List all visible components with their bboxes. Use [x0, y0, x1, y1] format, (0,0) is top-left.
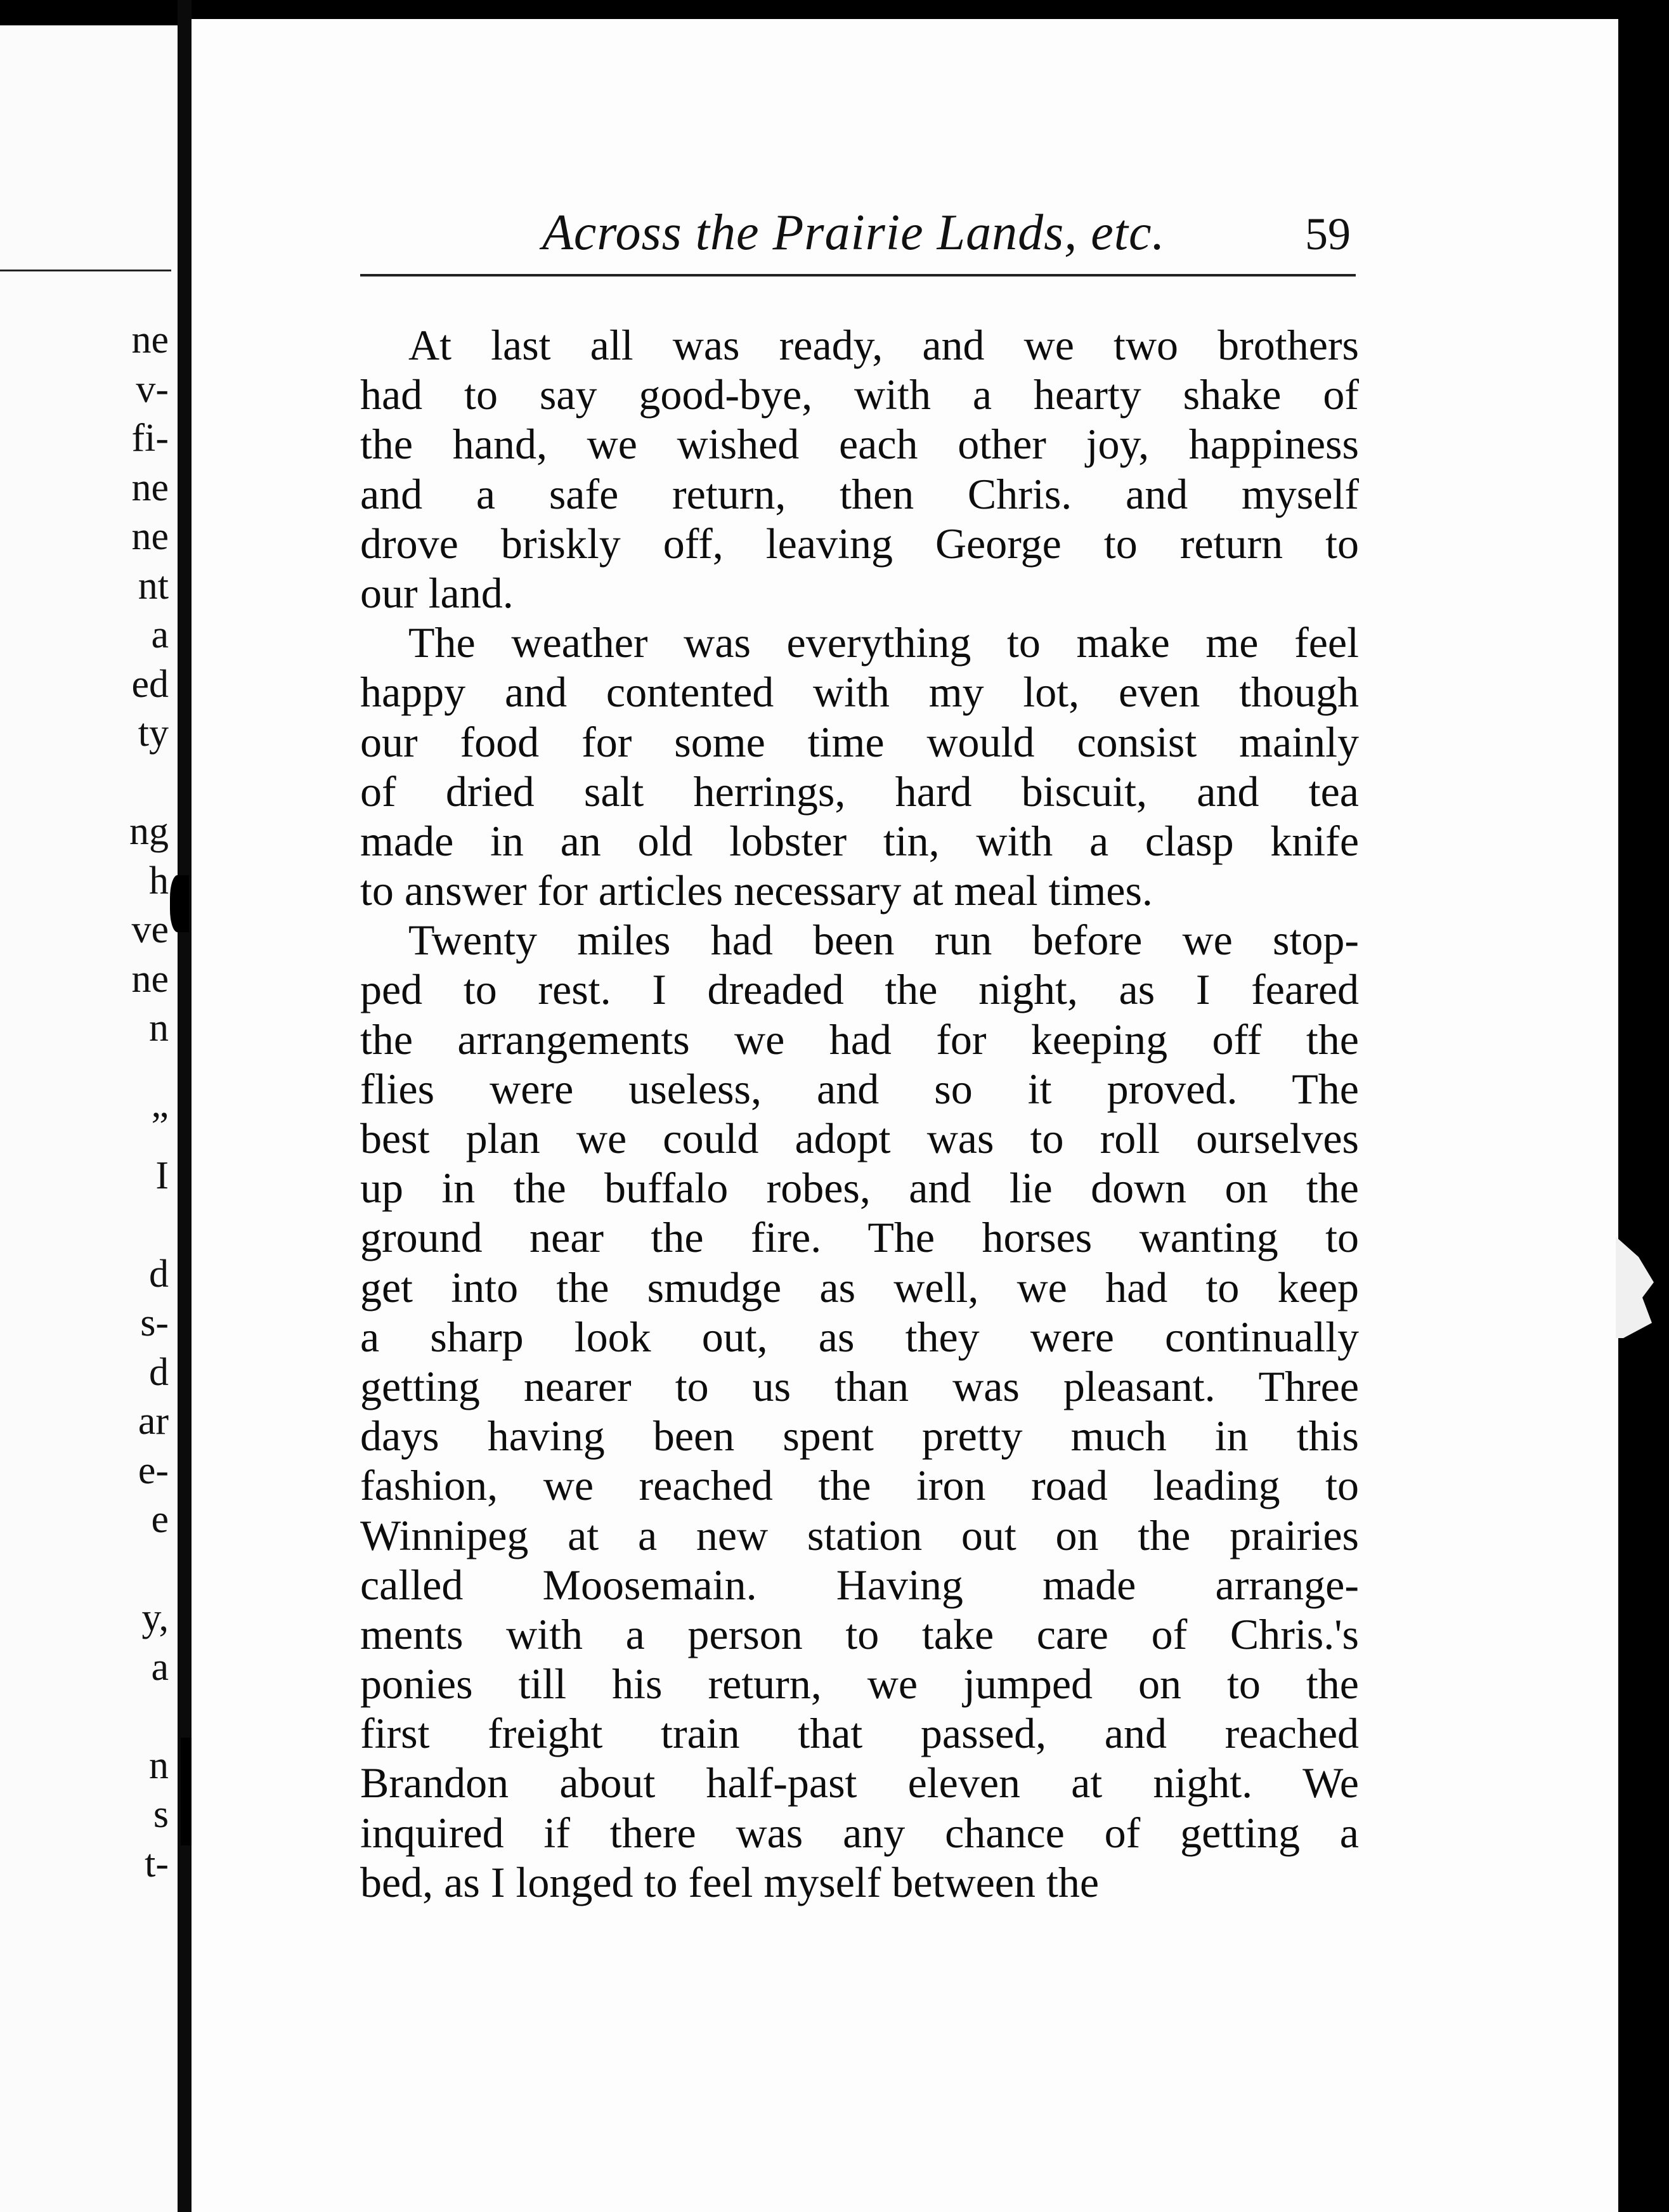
text-line: of dried salt herrings, hard biscuit, and tea — [360, 767, 1359, 816]
facing-page-text-fragment: ty — [138, 712, 169, 755]
facing-page-text-fragment: d — [149, 1350, 169, 1394]
text-line: and a safe return, then Chris. and myself — [360, 469, 1359, 518]
paragraph — [360, 915, 1359, 1907]
page-edge — [1618, 0, 1669, 2212]
text-line: Brandon about half-past eleven at night. We — [360, 1759, 1359, 1807]
text-line: At last all was ready, and we two brothers — [408, 321, 1359, 369]
facing-page-text-fragment: v- — [136, 367, 169, 411]
facing-page-text-fragment: h — [149, 859, 169, 902]
facing-page-text-fragment: ne — [131, 465, 169, 509]
text-line: our land. — [360, 568, 514, 617]
facing-page-text-fragment: n — [149, 1006, 169, 1050]
facing-page-text-fragment: I — [155, 1154, 169, 1197]
facing-page-text-fragment: e- — [138, 1448, 169, 1492]
facing-page-rule — [0, 270, 171, 271]
running-header-title: Across the Prairie Lands, etc. — [542, 205, 1166, 261]
facing-page-text-fragment: a — [151, 1645, 169, 1689]
page-number: 59 — [1305, 209, 1351, 259]
text-line: first freight train that passed, and reached — [360, 1709, 1359, 1758]
paragraph — [360, 618, 1359, 915]
facing-page-text-fragment: e — [151, 1498, 169, 1541]
facing-page-text-fragment: d — [149, 1252, 169, 1296]
facing-page-text-fragment: ng — [129, 810, 169, 853]
text-line: ground near the fire. The horses wanting to — [360, 1213, 1359, 1262]
book-gutter — [178, 0, 192, 2212]
text-line: Twenty miles had been run before we stop- — [408, 916, 1359, 965]
facing-page-text-fragment: s- — [140, 1301, 169, 1344]
facing-page-text-fragment: ” — [151, 1105, 169, 1148]
text-line: ponies till his return, we jumped on to the — [360, 1660, 1359, 1708]
facing-page-text-fragment: ne — [131, 515, 169, 558]
text-line: a sharp look out, as they were continually — [360, 1312, 1359, 1361]
text-line: had to say good-bye, with a hearty shake of — [360, 370, 1359, 419]
text-line: getting nearer to us than was pleasant. Three — [360, 1362, 1359, 1410]
paragraph — [360, 320, 1359, 618]
facing-page-fragment — [0, 25, 178, 2212]
running-header — [352, 204, 1357, 268]
text-line: happy and contented with my lot, even though — [360, 668, 1359, 717]
text-line: the hand, we wished each other joy, happiness — [360, 420, 1359, 469]
text-line: get into the smudge as well, we had to keep — [360, 1263, 1359, 1311]
gutter-shadow — [170, 875, 189, 932]
facing-page-text-fragment: ne — [131, 318, 169, 361]
facing-page-text-fragment: ar — [138, 1400, 169, 1443]
text-line: ped to rest. I dreaded the night, as I feared — [360, 965, 1359, 1014]
facing-page-text-fragment: t- — [145, 1842, 169, 1885]
text-line: days having been spent pretty much in this — [360, 1412, 1359, 1461]
facing-page-text-fragment: nt — [138, 564, 169, 608]
header-rule — [360, 274, 1356, 276]
facing-page-text-fragment: n — [149, 1743, 169, 1787]
facing-page-text-fragment: s — [153, 1793, 169, 1836]
text-line: best plan we could adopt was to roll ourselves — [360, 1114, 1359, 1162]
text-line: made in an old lobster tin, with a clasp knife — [360, 816, 1359, 865]
text-line: the arrangements we had for keeping off the — [360, 1015, 1359, 1064]
text-line: to answer for articles necessary at meal times. — [360, 866, 1153, 915]
facing-page-text-fragment: fi- — [131, 417, 169, 460]
text-line: The weather was everything to make me feel — [408, 618, 1359, 667]
facing-page-text-fragment: a — [151, 613, 169, 656]
text-line: ments with a person to take care of Chris.'s — [360, 1610, 1359, 1658]
body-text — [360, 320, 1359, 1907]
text-line: inquired if there was any chance of getting a — [360, 1808, 1359, 1857]
text-line: bed, as I longed to feel myself between the — [360, 1857, 1100, 1906]
text-line: called Moosemain. Having made arrange- — [360, 1560, 1359, 1609]
text-line: Winnipeg at a new station out on the prairies — [360, 1511, 1359, 1559]
facing-page-text-fragment: ed — [131, 662, 169, 706]
facing-page-text-fragment: y, — [141, 1596, 169, 1639]
facing-page-text-fragment: ve — [131, 908, 169, 951]
text-line: fashion, we reached the iron road leading to — [360, 1461, 1359, 1510]
text-line: flies were useless, and so it proved. The — [360, 1064, 1359, 1113]
text-line: our food for some time would consist mainly — [360, 717, 1359, 766]
text-line: drove briskly off, leaving George to return to — [360, 519, 1359, 568]
facing-page-text-fragment: ne — [131, 957, 169, 1001]
text-line: up in the buffalo robes, and lie down on the — [360, 1164, 1359, 1213]
